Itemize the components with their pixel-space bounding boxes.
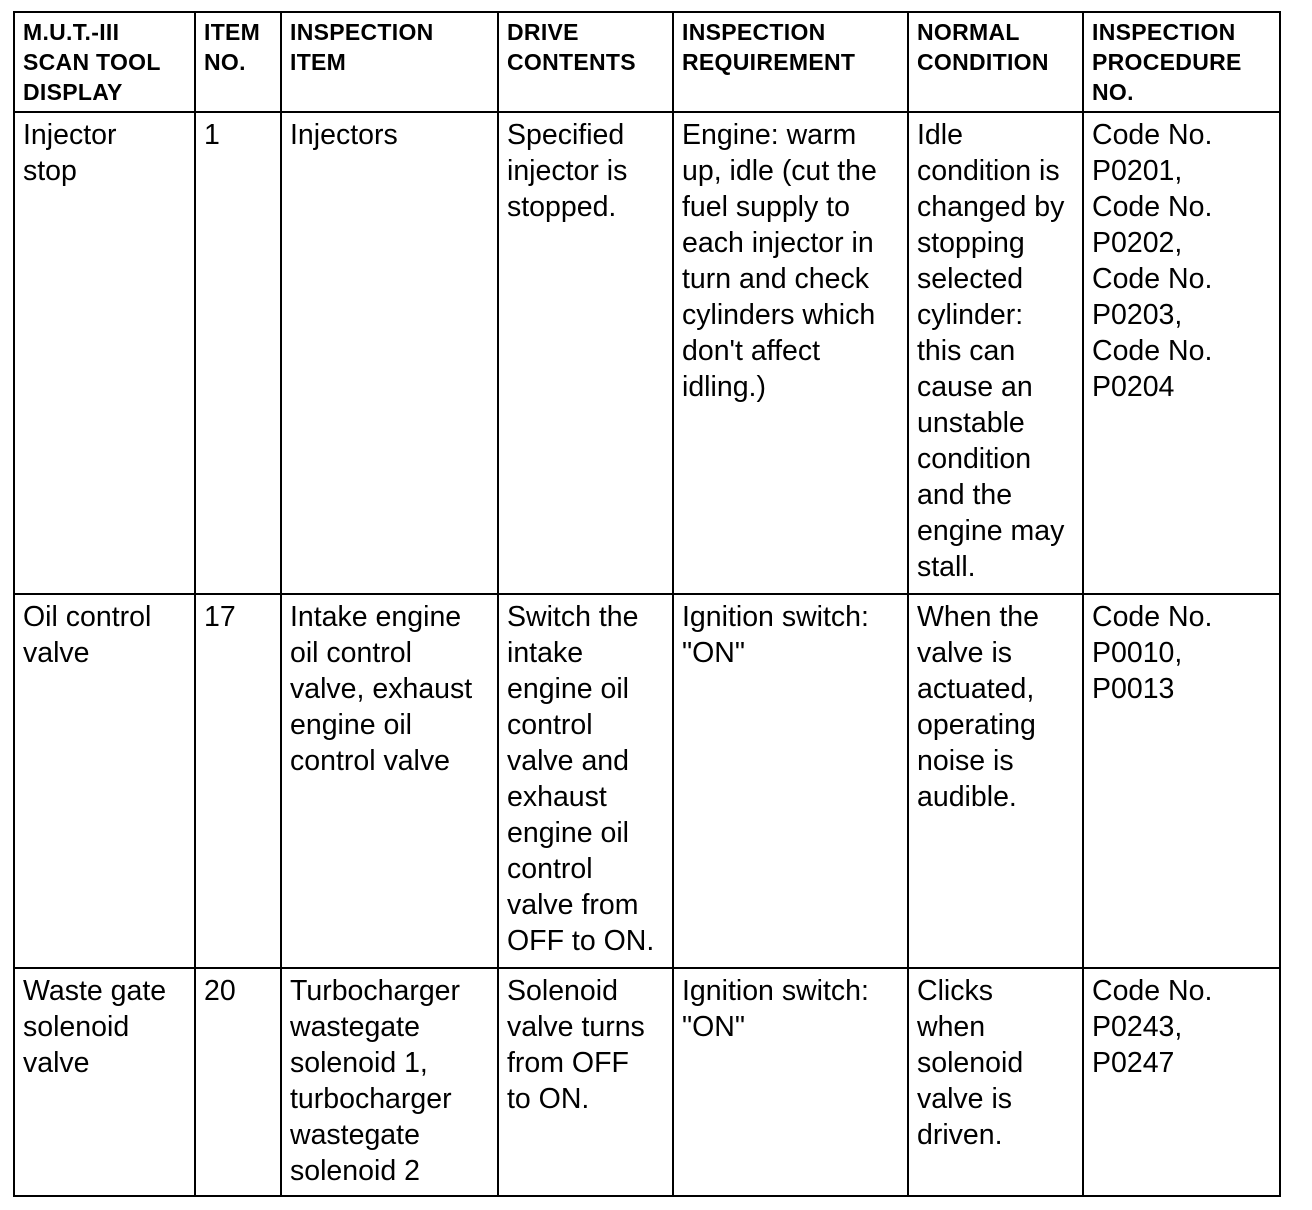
- cell-inspection-procedure-no: Code No. P0201, Code No. P0202, Code No. P0203, Code No. P0204: [1083, 112, 1280, 594]
- cell-normal-condition: Clicks when solenoid valve is driven.: [908, 968, 1083, 1196]
- table-row: [14, 112, 1280, 594]
- cell-item-no: 1: [195, 112, 281, 594]
- header-item-no: ITEM NO.: [195, 12, 281, 112]
- header-inspection-requirement: INSPECTION REQUIREMENT: [673, 12, 908, 112]
- cell-inspection-procedure-no: Code No. P0010, P0013: [1083, 594, 1280, 968]
- header-inspection-item: INSPECTION ITEM: [281, 12, 498, 112]
- header-scan-tool-display: M.U.T.-III SCAN TOOL DISPLAY: [14, 12, 195, 112]
- table-header-row: [14, 12, 1280, 112]
- cell-inspection-requirement: Ignition switch: "ON": [673, 968, 908, 1196]
- cell-item-no: 17: [195, 594, 281, 968]
- table-row: [14, 594, 1280, 968]
- cell-inspection-item: Turbocharger wastegate solenoid 1, turbocharger wastegate solenoid 2: [281, 968, 498, 1196]
- header-drive-contents: DRIVE CONTENTS: [498, 12, 673, 112]
- cell-inspection-procedure-no: Code No. P0243, P0247: [1083, 968, 1280, 1196]
- cell-drive-contents: Specified injector is stopped.: [498, 112, 673, 594]
- cell-inspection-requirement: Engine: warm up, idle (cut the fuel supply to each injector in turn and check cylinders which don't affect idling.): [673, 112, 908, 594]
- cell-drive-contents: Switch the intake engine oil control valve and exhaust engine oil control valve from OFF to ON.: [498, 594, 673, 968]
- cell-inspection-item: Intake engine oil control valve, exhaust engine oil control valve: [281, 594, 498, 968]
- table-row: [14, 968, 1280, 1196]
- cell-scan-tool-display: Waste gate solenoid valve: [14, 968, 195, 1196]
- cell-normal-condition: When the valve is actuated, operating noise is audible.: [908, 594, 1083, 968]
- cell-item-no: 20: [195, 968, 281, 1196]
- cell-normal-condition: Idle condition is changed by stopping selected cylinder: this can cause an unstable condition and the engine may stall.: [908, 112, 1083, 594]
- cell-inspection-item: Injectors: [281, 112, 498, 594]
- cell-scan-tool-display: Oil control valve: [14, 594, 195, 968]
- cell-scan-tool-display: Injector stop: [14, 112, 195, 594]
- cell-inspection-requirement: Ignition switch: "ON": [673, 594, 908, 968]
- header-normal-condition: NORMAL CONDITION: [908, 12, 1083, 112]
- header-inspection-procedure-no: INSPECTION PROCEDURE NO.: [1083, 12, 1280, 112]
- actuator-test-table: [13, 11, 1281, 1197]
- cell-drive-contents: Solenoid valve turns from OFF to ON.: [498, 968, 673, 1196]
